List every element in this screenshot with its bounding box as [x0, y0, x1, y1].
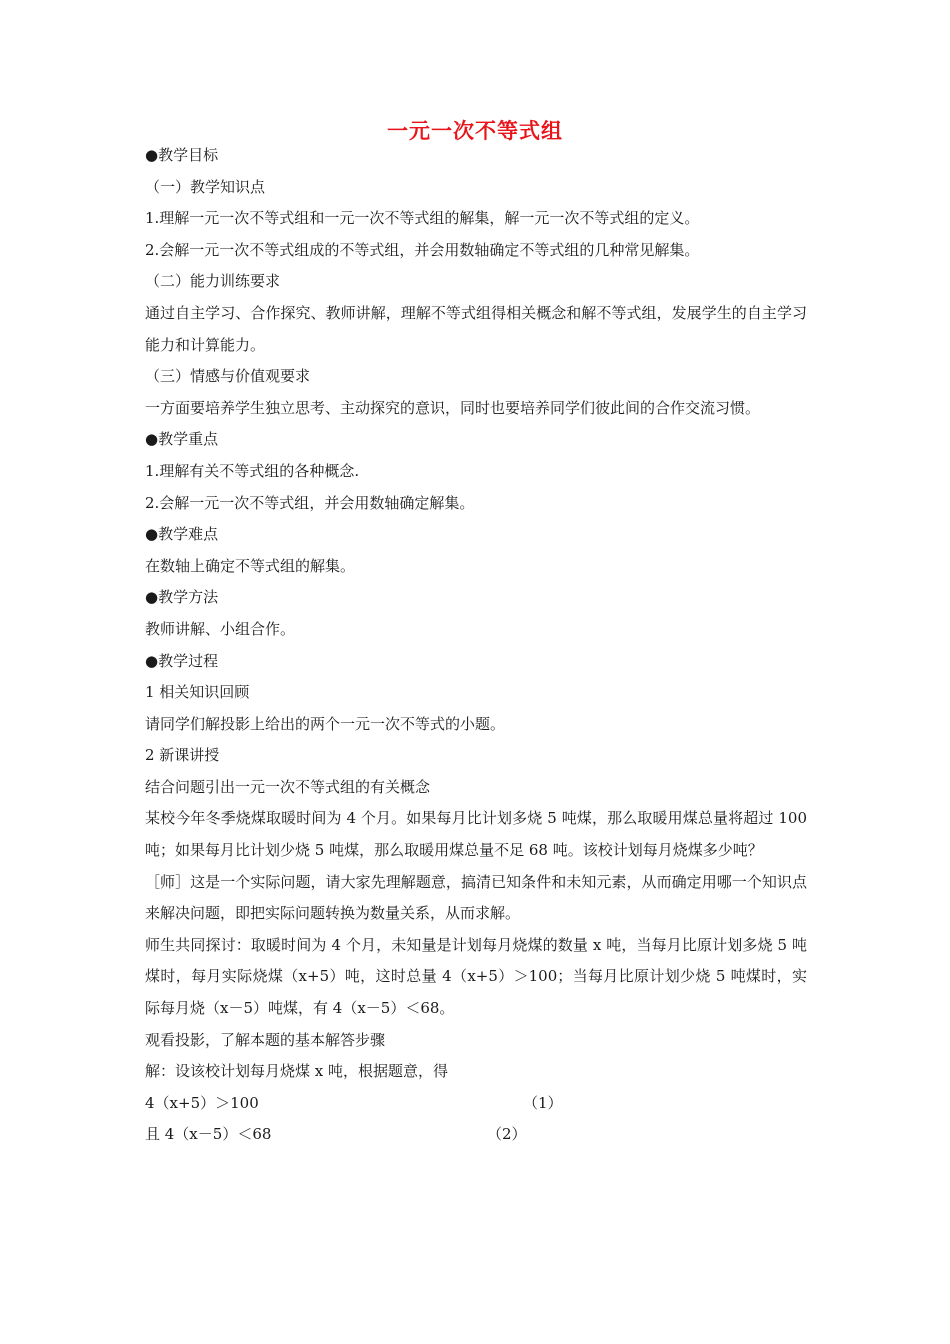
process-step-1-text: 请同学们解投影上给出的两个一元一次不等式的小题。 [145, 714, 506, 733]
inequality-2-tag: （2） [487, 1125, 527, 1144]
section-heading-process: ●教学过程 [145, 651, 219, 670]
emotion-paragraph: 一方面要培养学生独立思考、主动探究的意识，同时也要培养同学们彼此间的合作交流习惯。 [145, 398, 761, 417]
inequality-2 [145, 1119, 807, 1151]
subheading-emotion: （三）情感与价值观要求 [145, 367, 311, 386]
knowledge-item-2: 2.会解一元一次不等式组成的不等式组，并会用数轴确定不等式组的几种常见解集。 [145, 240, 700, 259]
document-body [145, 140, 807, 1151]
knowledge-item-1: 1.理解一元一次不等式组和一元一次不等式组的解集，解一元一次不等式组的定义。 [145, 209, 700, 228]
difficulty-item: 在数轴上确定不等式组的解集。 [145, 556, 356, 575]
key-item-2: 2.会解一元一次不等式组，并会用数轴确定解集。 [145, 493, 475, 512]
inequality-1-expr: 4（x+5）＞100 [145, 1093, 259, 1112]
solution-intro: 解：设该校计划每月烧煤 x 吨，根据题意，得 [145, 1062, 448, 1081]
inequality-1-tag: （1） [523, 1093, 563, 1112]
section-heading-difficulty: ●教学难点 [145, 525, 219, 544]
subheading-knowledge: （一）教学知识点 [145, 177, 266, 196]
section-heading-key: ●教学重点 [145, 430, 219, 449]
inequality-2-expr: 且 4（x－5）＜68 [145, 1125, 272, 1144]
section-heading-goal: ●教学目标 [145, 146, 219, 164]
process-step-2-text: 结合问题引出一元一次不等式组的有关概念 [145, 777, 431, 796]
teacher-paragraph: ［师］这是一个实际问题，请大家先理解题意，搞清已知条件和未知元素，从而确定用哪一个知识点来解决问题，即把实际问题转换为数量关系，从而求解。 [145, 872, 807, 923]
discussion-paragraph: 师生共同探讨：取暖时间为 4 个月，未知量是计划每月烧煤的数量 x 吨，当每月比原计划多烧 5 吨煤时，每月实际烧煤（x+5）吨，这时总量 4（x+5）＞100；当每月比原计划少烧 5 吨煤时，实际每月烧（x－5）吨煤，有 4（x－5）＜68。 [145, 935, 807, 1018]
watch-line: 观看投影，了解本题的基本解答步骤 [145, 1030, 386, 1049]
process-step-2: 2 新课讲授 [145, 746, 220, 765]
page-title: 一元一次不等式组 [387, 119, 563, 143]
section-heading-method: ●教学方法 [145, 588, 219, 607]
problem-paragraph: 某校今年冬季烧煤取暖时间为 4 个月。如果每月比计划多烧 5 吨煤，那么取暖用煤总量将超过 100 吨；如果每月比计划少烧 5 吨煤，那么取暖用煤总量不足 68 吨。该校计划每月烧煤多少吨？ [145, 809, 807, 860]
method-item: 教师讲解、小组合作。 [145, 619, 296, 638]
subheading-ability: （二）能力训练要求 [145, 272, 281, 291]
process-step-1: 1 相关知识回顾 [145, 683, 250, 702]
ability-paragraph: 通过自主学习、合作探究、教师讲解，理解不等式组得相关概念和解不等式组，发展学生的自主学习能力和计算能力。 [145, 303, 807, 354]
inequality-1 [145, 1088, 807, 1120]
key-item-1: 1.理解有关不等式组的各种概念. [145, 461, 360, 480]
